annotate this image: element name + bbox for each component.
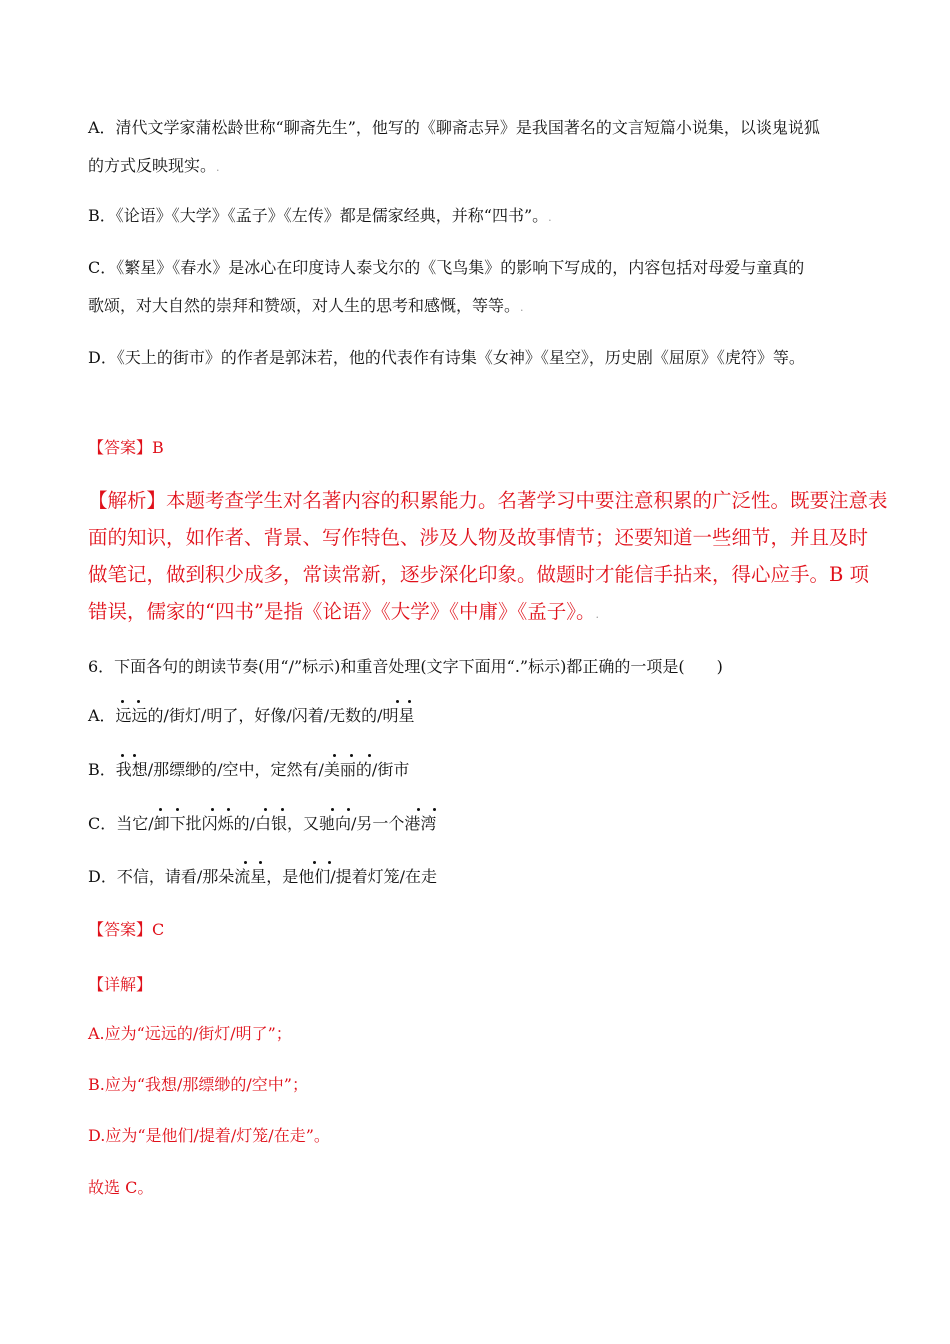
stress-dot bbox=[433, 808, 436, 811]
stress-dot bbox=[176, 808, 179, 811]
q5-analysis-line2: 面的知识，如作者、背景、写作特色、涉及人物及故事情节；还要知道一些细节，并且及时 bbox=[88, 526, 869, 549]
stress-dot bbox=[244, 861, 247, 864]
stress-dot bbox=[347, 808, 350, 811]
stress-dot bbox=[211, 808, 214, 811]
stress-dot bbox=[417, 808, 420, 811]
q6-detail-d: D.应为“是他们/提着/灯笼/在走”。 bbox=[88, 1126, 330, 1145]
stress-dot bbox=[368, 754, 371, 757]
q6-stem: 6．下面各句的朗读节奏(用“/”标示)和重音处理(文字下面用“.”标示)都正确的一项是( ) bbox=[88, 657, 723, 676]
stress-dot bbox=[121, 754, 124, 757]
stress-dot bbox=[121, 700, 124, 703]
q6-option-d: D．不信，请看/那朵流星，是他们/提着灯笼/在走 bbox=[88, 867, 438, 886]
stress-dot bbox=[227, 808, 230, 811]
stress-dot bbox=[264, 808, 267, 811]
analysis-label: 【解析】 bbox=[88, 489, 167, 512]
q6-answer: 【答案】C bbox=[88, 920, 165, 939]
q6-detail-label: 【详解】 bbox=[88, 975, 153, 994]
q5-analysis-line4: 错误，儒家的“四书”是指《论语》《大学》《中庸》《孟子》。. bbox=[88, 600, 599, 623]
stress-dot bbox=[313, 861, 316, 864]
stress-dot bbox=[350, 754, 353, 757]
stress-dot bbox=[333, 754, 336, 757]
q6-detail-b: B.应为“我想/那缥缈的/空中”； bbox=[88, 1075, 308, 1094]
q6-conclusion: 故选 C。 bbox=[88, 1178, 154, 1197]
stress-dot bbox=[281, 808, 284, 811]
stress-dot bbox=[259, 861, 262, 864]
q5-option-a-line2: 的方式反映现实。. bbox=[88, 156, 220, 175]
q6-option-a: A．远远的/街灯/明了，好像/闪着/无数的/明星 bbox=[88, 706, 415, 725]
q5-option-c-line2: 歌颂，对大自然的崇拜和赞颂，对人生的思考和感慨，等等。. bbox=[88, 296, 524, 315]
stress-dot bbox=[159, 808, 162, 811]
q5-answer: 【答案】B bbox=[88, 438, 164, 457]
q5-option-c-line1: C．《繁星》《春水》是冰心在印度诗人泰戈尔的《飞鸟集》的影响下写成的，内容包括对母爱与童真的 bbox=[88, 258, 805, 277]
stress-dot bbox=[328, 861, 331, 864]
q5-option-b: B．《论语》《大学》《孟子》《左传》都是儒家经典，并称“四书”。. bbox=[88, 206, 552, 225]
stress-dot bbox=[331, 808, 334, 811]
q6-option-c: C．当它/卸下批闪烁的/白银，又驰向/另一个港湾 bbox=[88, 814, 437, 833]
stress-dot bbox=[396, 700, 399, 703]
q5-analysis-line1: 【解析】本题考查学生对名著内容的积累能力。名著学习中要注意积累的广泛性。既要注意表 bbox=[88, 489, 888, 512]
q6-detail-a: A.应为“远远的/街灯/明了”； bbox=[88, 1024, 292, 1043]
q5-analysis-line3: 做笔记，做到积少成多，常读常新，逐步深化印象。做题时才能信手拈来，得心应手。B 项 bbox=[88, 563, 870, 586]
stress-dot bbox=[133, 754, 136, 757]
stress-dot bbox=[137, 700, 140, 703]
stress-dot bbox=[408, 700, 411, 703]
q6-option-b: B．我想/那缥缈的/空中，定然有/美丽的/街市 bbox=[88, 760, 410, 779]
q5-option-d: D．《天上的街市》的作者是郭沫若，他的代表作有诗集《女神》《星空》，历史剧《屈原》《虎符》等。 bbox=[88, 348, 805, 367]
q5-option-a-line1: A．清代文学家蒲松龄世称“聊斋先生”，他写的《聊斋志异》是我国著名的文言短篇小说集，以谈鬼说狐 bbox=[88, 118, 820, 137]
